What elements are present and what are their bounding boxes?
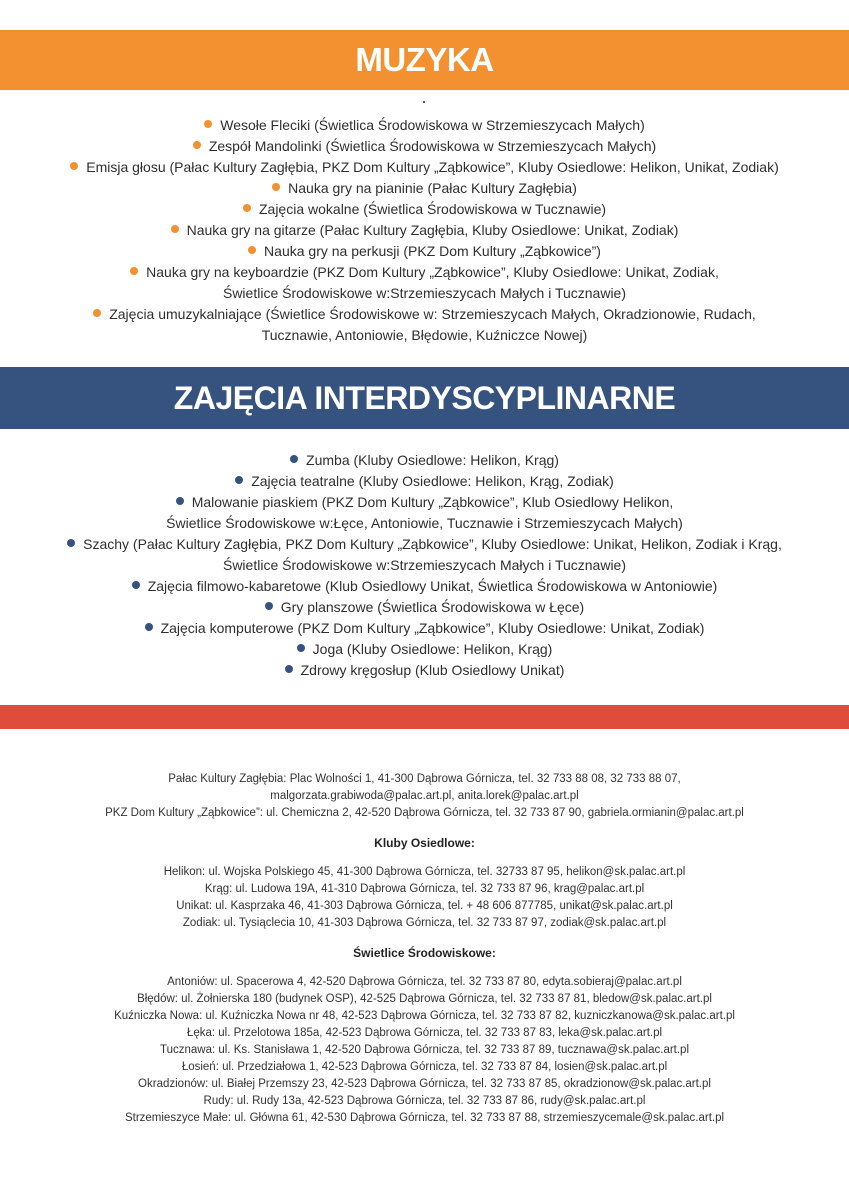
interdyscyplinarne-activity-list xyxy=(0,450,849,681)
bullet-icon xyxy=(272,183,280,191)
klub-contact-line: Zodiak: ul. Tysiąclecia 10, 41-303 Dąbrowa Górnicza, tel. 32 733 87 97, zodiak@sk.palac.art.pl xyxy=(182,917,667,929)
list-item-text: Nauka gry na keyboardzie (PKZ Dom Kultury „Ząbkowice”, Kluby Osiedlowe: Unikat, Zodiak, xyxy=(146,264,719,280)
list-item-text: Zajęcia wokalne (Świetlica Środowiskowa w Tucznawie) xyxy=(258,201,607,217)
bullet-icon xyxy=(132,581,140,589)
list-item-text: Nauka gry na perkusji (PKZ Dom Kultury „Ząbkowice”) xyxy=(264,243,601,259)
list-item-text: Wesołe Fleciki (Świetlica Środowiskowa w Strzemieszycach Małych) xyxy=(220,117,645,133)
contact-line: PKZ Dom Kultury „Ząbkowice”: ul. Chemiczna 2, 42-520 Dąbrowa Górnicza, tel. 32 733 87 90, gabriela.ormianin@palac.art.pl xyxy=(105,807,744,819)
contacts-main-block xyxy=(0,771,849,822)
list-item xyxy=(0,639,849,660)
list-item xyxy=(0,660,849,681)
bullet-icon xyxy=(285,665,293,673)
list-item xyxy=(0,492,849,534)
swietlice-block xyxy=(0,974,849,1127)
bullet-icon xyxy=(145,623,153,631)
bullet-icon xyxy=(290,455,298,463)
bullet-icon xyxy=(248,246,256,254)
swietlica-contact-line: Rudy: ul. Rudy 13a, 42-523 Dąbrowa Górnicza, tel. 32 733 87 86, rudy@sk.palac.art.pl xyxy=(203,1095,646,1107)
list-item-text: Joga (Kluby Osiedlowe: Helikon, Krąg) xyxy=(312,641,553,657)
section-title-interdyscyplinarne: ZAJĘCIA INTERDYSCYPLINARNE xyxy=(173,379,676,416)
bullet-icon xyxy=(297,644,305,652)
swietlica-contact-line: Tucznawa: ul. Ks. Stanisława 1, 42-520 Dąbrowa Górnicza, tel. 32 733 87 89, tucznawa@sk.palac.art.pl xyxy=(159,1044,690,1056)
bullet-icon xyxy=(235,476,243,484)
swietlica-contact-line: Błędów: ul. Żołnierska 180 (budynek OSP), 42-525 Dąbrowa Górnicza, tel. 32 733 87 81, bledow@sk.palac.art.pl xyxy=(137,993,712,1005)
list-item-text: Nauka gry na pianinie (Pałac Kultury Zagłębia) xyxy=(288,180,577,196)
list-item xyxy=(0,241,849,262)
bullet-icon xyxy=(176,497,184,505)
section-banner-interdyscyplinarne xyxy=(0,367,849,429)
list-item xyxy=(0,136,849,157)
klub-contact-line: Krąg: ul. Ludowa 19A, 41-310 Dąbrowa Górnicza, tel. 32 733 87 96, krag@palac.art.pl xyxy=(204,883,645,895)
list-item-text: Świetlice Środowiskowe w:Łęce, Antoniowie, Tucznawie i Strzemieszycach Małych) xyxy=(166,515,683,531)
list-item-text: Malowanie piaskiem (PKZ Dom Kultury „Ząbkowice”, Klub Osiedlowy Helikon, xyxy=(191,494,674,510)
contact-line: Pałac Kultury Zagłębia: Plac Wolności 1, 41-300 Dąbrowa Górnicza, tel. 32 733 88 08, 32 733 88 07, xyxy=(168,773,681,785)
list-item xyxy=(0,115,849,136)
list-item xyxy=(0,304,849,346)
bullet-icon xyxy=(67,539,75,547)
swietlica-contact-line: Okradzionów: ul. Białej Przemszy 23, 42-523 Dąbrowa Górnicza, tel. 32 733 87 85, okradzionow@sk.palac.art.pl xyxy=(138,1078,711,1090)
kluby-block xyxy=(0,864,849,932)
list-item xyxy=(0,534,849,576)
swietlica-contact-line: Kuźniczka Nowa: ul. Kuźniczka Nowa nr 48, 42-523 Dąbrowa Górnicza, tel. 32 733 87 82, kuzniczkanowa@sk.palac.art.pl xyxy=(114,1010,735,1022)
bullet-icon xyxy=(265,602,273,610)
bullet-icon xyxy=(243,204,251,212)
klub-contact-line: Helikon: ul. Wojska Polskiego 45, 41-300 Dąbrowa Górnicza, tel. 32733 87 95, helikon@sk.palac.art.pl xyxy=(163,866,686,878)
list-item-text: Świetlice Środowiskowe w:Strzemieszycach Małych i Tucznawie) xyxy=(222,285,627,301)
swietlica-contact-line: Łosień: ul. Przedziałowa 1, 42-523 Dąbrowa Górnicza, tel. 32 733 87 84, losien@sk.palac.art.pl xyxy=(181,1061,668,1073)
bullet-icon xyxy=(70,162,78,170)
list-item xyxy=(0,618,849,639)
list-item xyxy=(0,199,849,220)
list-item-text: Świetlice Środowiskowe w:Strzemieszycach Małych i Tucznawie) xyxy=(222,557,627,573)
bullet-icon xyxy=(130,267,138,275)
list-item-text: Zajęcia komputerowe (PKZ Dom Kultury „Ząbkowice”, Kluby Osiedlowe: Unikat, Zodiak) xyxy=(160,620,705,636)
swietlica-contact-line: Strzemieszyce Małe: ul. Główna 61, 42-530 Dąbrowa Górnicza, tel. 32 733 87 88, strzemieszycemale@sk.palac.art.pl xyxy=(124,1112,725,1124)
list-item xyxy=(0,220,849,241)
bullet-icon xyxy=(204,120,212,128)
swietlica-contact-line: Łęka: ul. Przelotowa 185a, 42-523 Dąbrowa Górnicza, tel. 32 733 87 83, leka@sk.palac.art.pl xyxy=(186,1027,663,1039)
muzyka-activity-list xyxy=(0,115,849,346)
bullet-icon xyxy=(171,225,179,233)
kluby-heading: Kluby Osiedlowe: xyxy=(374,836,475,850)
list-item-text: Szachy (Pałac Kultury Zagłębia, PKZ Dom Kultury „Ząbkowice”, Kluby Osiedlowe: Unikat, Helikon, Zodiak i Krąg, xyxy=(83,536,782,552)
section-title-muzyka: MUZYKA xyxy=(355,41,494,78)
list-item-text: Zajęcia teatralne (Kluby Osiedlowe: Helikon, Krąg, Zodiak) xyxy=(251,473,614,489)
list-item-text: Nauka gry na gitarze (Pałac Kultury Zagłębia, Kluby Osiedlowe: Unikat, Zodiak) xyxy=(186,222,679,238)
list-item xyxy=(0,262,849,304)
list-item-text: Emisja głosu (Pałac Kultury Zagłębia, PKZ Dom Kultury „Ząbkowice”, Kluby Osiedlowe: Helikon, Unikat, Zodiak) xyxy=(86,159,779,175)
section-banner-muzyka xyxy=(0,30,849,90)
list-item xyxy=(0,576,849,597)
list-item-text: Zajęcia umuzykalniające (Świetlice Środowiskowe w: Strzemieszycach Małych, Okradzionowie, Rudach, xyxy=(109,306,756,322)
bullet-icon xyxy=(93,309,101,317)
klub-contact-line: Unikat: ul. Kasprzaka 46, 41-303 Dąbrowa Górnicza, tel. + 48 606 877785, unikat@sk.palac.art.pl xyxy=(176,900,673,912)
stray-dot-mark xyxy=(423,101,425,103)
contacts-section xyxy=(0,771,849,1127)
divider-bar xyxy=(0,705,849,729)
list-item-text: Zumba (Kluby Osiedlowe: Helikon, Krąg) xyxy=(306,452,559,468)
list-item xyxy=(0,471,849,492)
swietlice-heading: Świetlice Środowiskowe: xyxy=(353,946,496,960)
list-item-text: Zespół Mandolinki (Świetlica Środowiskowa w Strzemieszycach Małych) xyxy=(208,138,657,154)
list-item-text: Zajęcia filmowo-kabaretowe (Klub Osiedlowy Unikat, Świetlica Środowiskowa w Antoniowie) xyxy=(147,578,718,594)
list-item-text: Gry planszowe (Świetlica Środowiskowa w Łęce) xyxy=(280,599,585,615)
swietlica-contact-line: Antoniów: ul. Spacerowa 4, 42-520 Dąbrowa Górnicza, tel. 32 733 87 80, edyta.sobieraj@palac.art.pl xyxy=(167,976,682,988)
list-item xyxy=(0,597,849,618)
list-item-text: Tucznawie, Antoniowie, Błędowie, Kuźniczce Nowej) xyxy=(261,327,588,343)
contact-line: malgorzata.grabiwoda@palac.art.pl, anita.lorek@palac.art.pl xyxy=(270,790,579,802)
list-item-text: Zdrowy kręgosłup (Klub Osiedlowy Unikat) xyxy=(300,662,565,678)
list-item xyxy=(0,178,849,199)
list-item xyxy=(0,157,849,178)
list-item xyxy=(0,450,849,471)
bullet-icon xyxy=(193,141,201,149)
